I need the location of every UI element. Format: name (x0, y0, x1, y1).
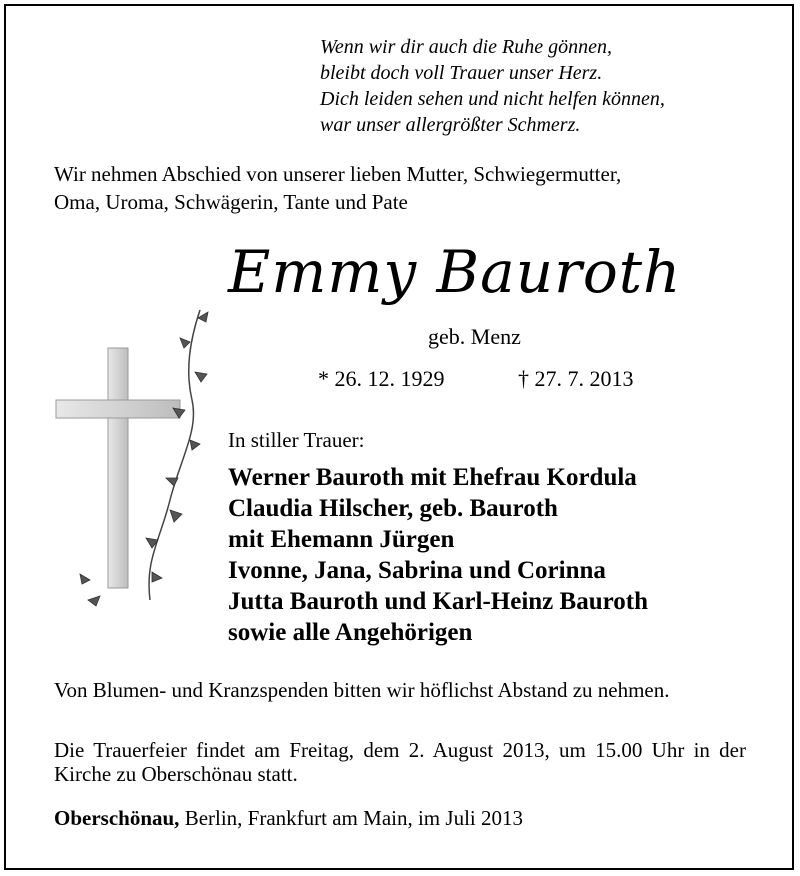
poem (320, 34, 665, 138)
closing-place: Oberschönau, (54, 806, 180, 830)
closing-line (54, 806, 523, 831)
poem-line: bleibt doch voll Trauer unser Herz. (320, 62, 603, 84)
flowers-note: Von Blumen- und Kranzspenden bitten wir höflichst Abstand zu nehmen. (54, 678, 670, 702)
poem-line: Wenn wir dir auch die Ruhe gönnen, (320, 36, 613, 58)
mourner-line: Werner Bauroth mit Ehefrau Kordula (228, 464, 637, 491)
mourner-line: Ivonne, Jana, Sabrina und Corinna (228, 557, 606, 584)
intro-text (54, 160, 754, 216)
birth-date: * 26. 12. 1929 (318, 366, 445, 391)
deceased-name: Emmy Bauroth (228, 238, 682, 306)
mourners-list (228, 462, 648, 648)
mourner-line: Claudia Hilscher, geb. Bauroth (228, 495, 558, 522)
mourner-line: Jutta Bauroth und Karl-Heinz Bauroth (228, 588, 648, 615)
mourner-line: sowie alle Angehörigen (228, 619, 473, 646)
intro-line: Wir nehmen Abschied von unserer lieben Mutter, Schwiegermutter, (54, 162, 622, 186)
birth-name: geb. Menz (428, 324, 521, 349)
cross-icon (50, 300, 220, 620)
funeral-note: Die Trauerfeier findet am Freitag, dem 2. August 2013, um 15.00 Uhr in der Kirche zu Oberschönau statt. (54, 738, 746, 786)
intro-line: Oma, Uroma, Schwägerin, Tante und Pate (54, 190, 408, 214)
mourning-heading: In stiller Trauer: (228, 428, 365, 452)
poem-line: Dich leiden sehen und nicht helfen können, (320, 88, 665, 110)
closing-rest: Berlin, Frankfurt am Main, im Juli 2013 (179, 806, 523, 830)
poem-line: war unser allergrößter Schmerz. (320, 114, 581, 136)
mourner-line: mit Ehemann Jürgen (228, 526, 455, 553)
ivy-icon (80, 310, 208, 606)
death-date: † 27. 7. 2013 (518, 366, 634, 391)
